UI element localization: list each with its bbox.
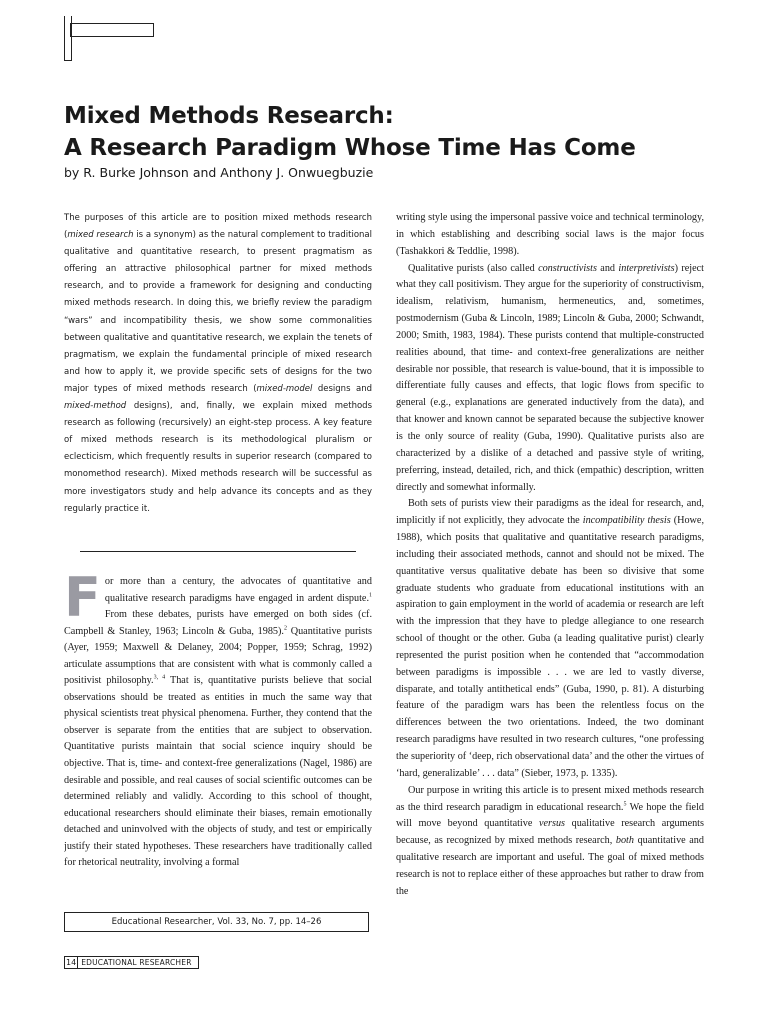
drop-cap: F: [64, 574, 101, 629]
citation-box: Educational Researcher, Vol. 33, No. 7, pp. 14–26: [64, 912, 369, 932]
journal-name: EDUCATIONAL RESEARCHER: [78, 956, 198, 969]
section-divider: [80, 551, 356, 552]
title-line-1: Mixed Methods Research:: [64, 103, 394, 129]
byline: by R. Burke Johnson and Anthony J. Onwuegbuzie: [64, 165, 374, 180]
page-number: 14: [66, 958, 77, 967]
right-paragraph: Our purpose in writing this article is to present mixed methods research as the third research paradigm in educational research.$^5$ We hope the field will move beyond quantitative versus qualitative research arguments because, as recognized by mixed methods research, both quantitative and qualitative research are important and useful. The goal of mixed methods research is not to replace either of these approaches but rather to draw from the: [396, 784, 704, 897]
body-left-column: [64, 574, 372, 892]
right-paragraph: writing style using the impersonal passive voice and technical terminology, in which establishing and describing social laws is the major focus (Tashakkori & Teddlie, 1998).: [396, 212, 704, 257]
right-paragraph: Qualitative purists (also called constructivists and interpretivists) reject what they call positivism. They argue for the superiority of constructivism, idealism, relativism, humanism, hermeneutics, and, sometimes, postmodernism (Guba & Lincoln, 1989; Lincoln & Guba, 2000; Schwandt, 2000; Smith, 1983, 1984). These purists contend that multiple-constructed realities abound, that time- and context-free generalizations are neither desirable nor possible, that research is value-bound, that it is impossible to differentiate fully causes and effects, that logic flows from specific to general (e.g., explanations are generated inductively from the data), and that knower and known cannot be separated because the subjective knower is the only source of reality (Guba, 1990). Qualitative purists also are characterized by a dislike of a detached and passive style of writing, preferring, instead, detailed, rich, and thick (empathic) description, written directly and somewhat informally.: [396, 262, 704, 493]
abstract: The purposes of this article are to position mixed methods research (mixed research is a synonym) as the natural complement to traditional qualitative and quantitative research, to present pragmatism as offering an attractive philosophical partner for mixed methods research, and to provide a framework for designing and conducting mixed methods research. In doing this, we briefly review the paradigm “wars” and incompatibility thesis, we show some commonalities between qualitative and quantitative research, we explain the tenets of pragmatism, we explain the fundamental principle of mixed research and how to apply it, we provide specific sets of designs for the two major types of mixed methods research (mixed-model designs and mixed-method designs), and, finally, we explain mixed methods research as following (recursively) an eight-step process. A key feature of mixed methods research is its methodological pluralism or eclecticism, which frequently results in superior research (compared to monomethod research). Mixed methods research will be successful as more investigators study and help advance its concepts and as they regularly practice it.: [64, 213, 372, 514]
corner-ornament-box: [70, 23, 154, 37]
page-footer: [64, 956, 199, 969]
right-paragraph: Both sets of purists view their paradigms as the ideal for research, and, implicitly if not explicitly, they advocate the incompatibility thesis (Howe, 1988), which posits that qualitative and quantitative research paradigms, including their associated methods, cannot and should not be mixed. The quantitative versus qualitative debate has been so divisive that some graduate students who graduate from educational institutions with an aspiration to gain employment in the world of academia or research are left with the impression that they have to pledge allegiance to one research school of thought or the other. Guba (a leading qualitative purist) clearly represented the purist position when he contended that “accommodation between paradigms is impossible . . . we are led to vastly diverse, disparate, and totally antithetical ends” (Guba, 1990, p. 81). A disturbing feature of the paradigm wars has been the relentless focus on the differences between the two orientations. Indeed, the two dominant research paradigms have resulted in two research cultures, “one professing the superiority of ‘deep, rich observational data’ and the other the virtues of ‘hard, generalizable’ . . . data” (Sieber, 1973, p. 1335).: [396, 498, 704, 779]
body-right-column: [396, 210, 704, 934]
article-title: [64, 100, 724, 164]
title-line-2: A Research Paradigm Whose Time Has Come: [64, 135, 636, 161]
body-left-text: or more than a century, the advocates of quantitative and qualitative research paradigms have engaged in ardent dispute.$^1$ From these debates, purists have emerged on both sides (cf. Campbell & Stanley, 1963; Lincoln & Guba, 1985).$^2$ Quantitative purists (Ayer, 1959; Maxwell & Delaney, 2004; Popper, 1959; Schrag, 1992) articulate assumptions that are consistent with what is commonly called a positivist philosophy.$^{3, 4}$ That is, quantitative purists believe that social observations should be treated as entities in much the same way that physical scientists treat physical phenomena. Further, they contend that the observer is separate from the entities that are subject to observation. Quantitative purists maintain that social science inquiry should be objective. That is, time- and context-free generalizations (Nagel, 1986) are desirable and possible, and real causes of social scientific outcomes can be determined reliably and validly. According to this school of thought, educational researchers should eliminate their biases, remain emotionally detached and uninvolved with the objects of study, and test or empirically justify their stated hypotheses. These researchers have traditionally called for rhetorical neutrality, involving a formal: [64, 576, 372, 869]
